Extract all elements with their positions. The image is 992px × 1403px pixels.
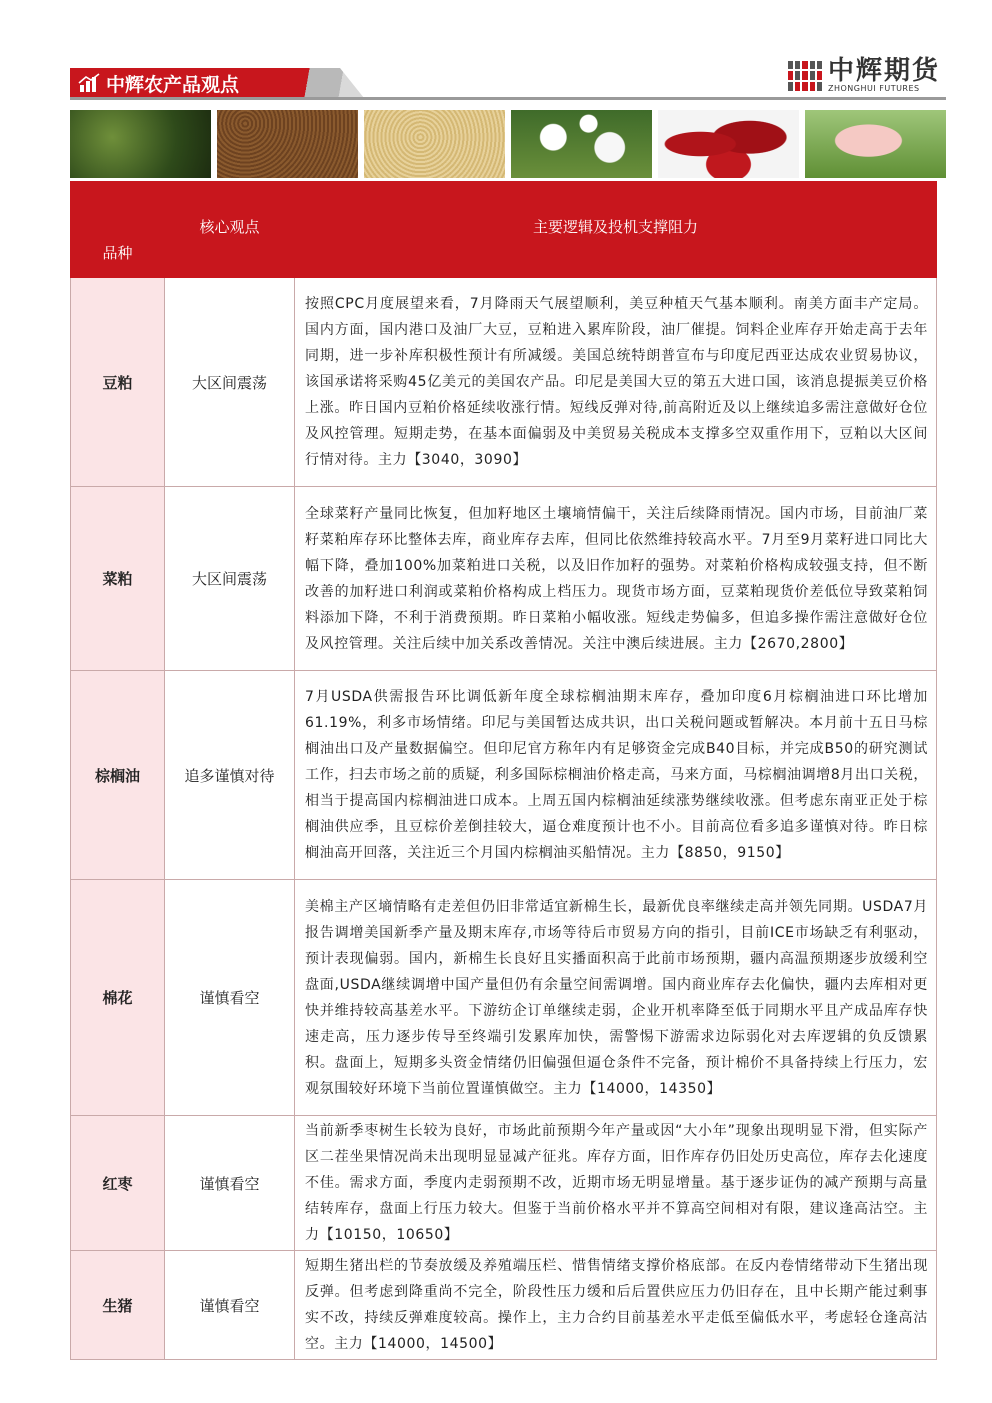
table-row	[71, 278, 937, 487]
company-logo	[788, 58, 940, 93]
logo-chinese-name: 中辉期货	[827, 56, 940, 86]
cotton-image	[511, 110, 652, 178]
header-rule	[70, 97, 946, 100]
pig-image	[805, 110, 946, 178]
table-row	[71, 1251, 937, 1360]
soybean-meal-image	[364, 110, 505, 178]
variety-name: 生猪	[71, 1251, 165, 1360]
variety-name: 豆粕	[71, 278, 165, 487]
logic-text: 按照CPC月度展望来看，7月降雨天气展望顺利，美豆种植天气基本顺利。南美方面丰产定局。国内方面，国内港口及油厂大豆，豆粕进入累库阶段，油厂催提。饲料企业库存开始走高于去年同期，进一步补库积极性预计有所减缓。美国总统特朗普宣布与印度尼西亚达成农业贸易协议，该国承诺将采购45亿美元的美国农产品。印尼是美国大豆的第五大进口国，该消息提振美豆价格上涨。昨日国内豆粕价格延续收涨行情。短线反弹对待,前高附近及以上继续追多需注意做好仓位及风控管理。短期走势，在基本面偏弱及中美贸易关税成本支撑多空双重作用下，豆粕以大区间行情对待。主力【3040，3090】	[295, 278, 937, 487]
soybean-plant-image	[70, 110, 211, 178]
variety-name: 红枣	[71, 1116, 165, 1251]
table-row	[71, 880, 937, 1116]
table-row	[71, 487, 937, 671]
logo-english-name: ZHONGHUI FUTURES	[827, 84, 920, 93]
logo-mark-icon	[788, 61, 822, 91]
logic-text: 美棉主产区墒情略有走差但仍旧非常适宜新棉生长，最新优良率继续走高并领先同期。USDA7月报告调增美国新季产量及期末库存,市场等待后市贸易方向的指引，目前ICE市场缺乏有利驱动，预计表现偏弱。国内，新棉生长良好且实播面积高于此前市场预期，疆内高温预期逐步放缓利空盘面,USDA继续调增中国产量但仍有余量空间需调增。国内商业库存去化偏快，疆内去库相对更快并维持较高基差水平。下游纺企订单继续走弱，企业开机率降至低于同期水平且产成品库存快速走高，压力逐步传导至终端引发累库加快，需警惕下游需求边际弱化对去库逻辑的负反馈累积。盘面上，短期多头资金情绪仍旧偏强但逼仓条件不完备，预计棉价不具备持续上行压力，宏观氛围较好环境下当前位置谨慎做空。主力【14000，14350】	[295, 880, 937, 1116]
table-row	[71, 1116, 937, 1251]
rapeseed-image	[217, 110, 358, 178]
logic-text: 短期生猪出栏的节奏放缓及养殖端压栏、惜售情绪支撑价格底部。在反内卷情绪带动下生猪出现反弹。但考虑到降重尚不完全，阶段性压力缓和后后置供应压力仍旧存在，且中长期产能过剩事实不改，持续反弹难度较高。操作上，主力合约目前基差水平走低至偏低水平，考虑轻仓逢高沽空。主力【14000，14500】	[295, 1251, 937, 1360]
header-logic: 主要逻辑及投机支撑阻力	[295, 182, 937, 278]
variety-name: 菜粕	[71, 487, 165, 671]
section-title: 中辉农产品观点	[106, 73, 240, 96]
core-view: 谨慎看空	[165, 1116, 295, 1251]
red-dates-image	[658, 110, 799, 178]
variety-name: 棉花	[71, 880, 165, 1116]
page-header	[70, 56, 946, 100]
core-view: 大区间震荡	[165, 487, 295, 671]
header-core-view: 核心观点	[165, 182, 295, 278]
logic-text: 7月USDA供需报告环比调低新年度全球棕榈油期末库存，叠加印度6月棕榈油进口环比增加61.19%，利多市场情绪。印尼与美国暂达成共识，出口关税问题或暂解决。本月前十五日马棕榈油出口及产量数据偏空。但印尼官方称年内有足够资金完成B40目标，并完成B50的研究测试工作，扫去市场之前的质疑，利多国际棕榈油价格走高，马来方面，马棕榈油调增8月出口关税，相当于提高国内棕榈油进口成本。上周五国内棕榈油延续涨势继续收涨。但考虑东南亚正处于棕榈油供应季，且豆棕价差倒挂较大，逼仓难度预计也不小。目前高位看多追多谨慎对待。昨日棕榈油高开回落，关注近三个月国内棕榈油买船情况。主力【8850，9150】	[295, 671, 937, 880]
title-decoration	[284, 68, 364, 98]
core-view: 追多谨慎对待	[165, 671, 295, 880]
commodity-image-strip	[70, 110, 946, 178]
table-header-row	[71, 182, 937, 278]
section-title-bar	[70, 68, 290, 98]
chart-house-icon	[78, 73, 100, 93]
core-view: 谨慎看空	[165, 880, 295, 1116]
core-view: 大区间震荡	[165, 278, 295, 487]
logic-text: 当前新季枣树生长较为良好，市场此前预期今年产量或因“大小年”现象出现明显下滑，但实际产区二茬坐果情况尚未出现明显显减产征兆。库存方面，旧作库存仍旧处历史高位，库存去化速度不佳。需求方面，季度内走弱预期不改，近期市场无明显增量。基于逐步证伪的减产预期与高量结转库存，盘面上行压力较大。但鉴于当前价格水平并不算高空间相对有限，建议逢高沽空。主力【10150，10650】	[295, 1116, 937, 1251]
outlook-table	[70, 181, 937, 1360]
logic-text: 全球菜籽产量同比恢复，但加籽地区土壤墒情偏干，关注后续降雨情况。国内市场，目前油厂菜籽菜粕库存环比整体去库，商业库存去库，但同比依然维持较高水平。7月至9月菜籽进口同比大幅下降，叠加100%加菜粕进口关税，以及旧作加籽的强势。对菜粕价格构成较强支持，但不断改善的加籽进口利润或菜粕价格构成上档压力。现货市场方面，豆菜粕现货价差低位导致菜粕饲料添加下降，不利于消费预期。昨日菜粕小幅收涨。短线走势偏多，但追多操作需注意做好仓位及风控管理。关注后续中加关系改善情况。关注中澳后续进展。主力【2670,2800】	[295, 487, 937, 671]
table-row	[71, 671, 937, 880]
variety-name: 棕榈油	[71, 671, 165, 880]
header-variety: 品种	[71, 182, 165, 278]
core-view: 谨慎看空	[165, 1251, 295, 1360]
